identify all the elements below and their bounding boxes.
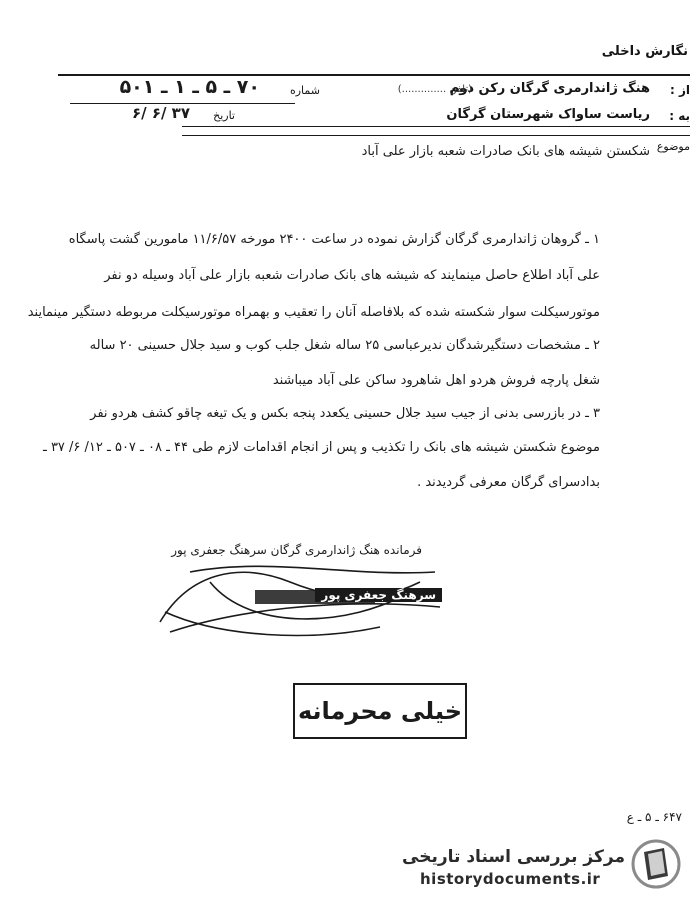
body-line-6: ۳ ـ در بازرسی بدنی از جیب سید جلال حسینی یکعدد پنجه بکس و یک تیغه چاقو کشف هردو نفر: [90, 406, 600, 421]
phone-field: (تلفن ..............): [397, 84, 472, 95]
date-label: تاریخ: [213, 109, 235, 122]
number-label: شماره: [289, 84, 320, 97]
signature-text: سرهنگ جعفری پور: [315, 588, 442, 602]
body-line-5: شغل پارچه فروش هردو اهل شاهرود ساکن علی آباد میباشند: [272, 373, 600, 388]
from-label: از :: [670, 83, 690, 97]
body-line-1: ۱ ـ گروهان ژاندارمری گرگان گزارش نموده در ساعت ۲۴۰۰ مورخه ۱۱/۶/۵۷ مامورین گشت پاسگاه: [68, 232, 600, 247]
form-title: نگارش داخلی: [601, 44, 688, 59]
to-label: به :: [669, 109, 690, 123]
watermark-fa: مرکز بررسی اسناد تاریخی: [402, 847, 625, 867]
body-line-7: موضوع شکستن شیشه های بانک را تکذیب و پس از انجام اقدامات لازم طی ۴۴ ـ ۰۸ ـ ۵۰۷ ـ ۱۲/ ۶/ ۳۷ ـ: [42, 440, 600, 455]
body-line-2: علی آباد اطلاع حاصل مینمایند که شیشه های بانک صادرات شعبه بازار علی آباد وسیله دو نفر: [104, 268, 600, 283]
body-line-8: بدادسرای گرگان معرفی گردیدند .: [417, 475, 600, 490]
to-rule: [182, 126, 690, 127]
subject-value: شکستن شیشه های بانک صادرات شعبه بازار علی آباد: [361, 144, 650, 159]
classification-stamp: [293, 683, 467, 739]
ref-note: ۶۴۷ ـ ۵ ـ ع: [626, 810, 682, 824]
subject-rule: [182, 135, 690, 136]
watermark-url: historydocuments.ir: [420, 870, 601, 888]
subject-label: موضوع: [656, 140, 690, 153]
number-value: ۷۰ ـ ۵ ـ ۱ ـ ۵۰۱: [119, 76, 260, 98]
body-line-4: ۲ ـ مشخصات دستگیرشدگان ندیرعباسی ۲۵ ساله شغل جلب کوب و سید جلال حسینی ۲۰ ساله: [89, 338, 600, 353]
date-value: ۶/ ۶/ ۳۷: [131, 104, 190, 122]
stamp-text: خیلی محرمانه: [297, 697, 463, 725]
from-value: هنگ ژاندارمری گرگان رکن دوم: [449, 81, 650, 96]
archive-logo-icon: [630, 838, 682, 890]
commander-line: فرمانده هنگ ژاندارمری گرگان سرهنگ جعفری پور: [171, 543, 422, 557]
to-value: ریاست ساواک شهرستان گرگان: [446, 107, 650, 122]
body-line-3: موتورسیکلت سوار شکسته شده که بلافاصله آنان را تعقیب و بهمراه موتورسیکلت مربوطه دستگیر مینمایند: [27, 305, 600, 320]
